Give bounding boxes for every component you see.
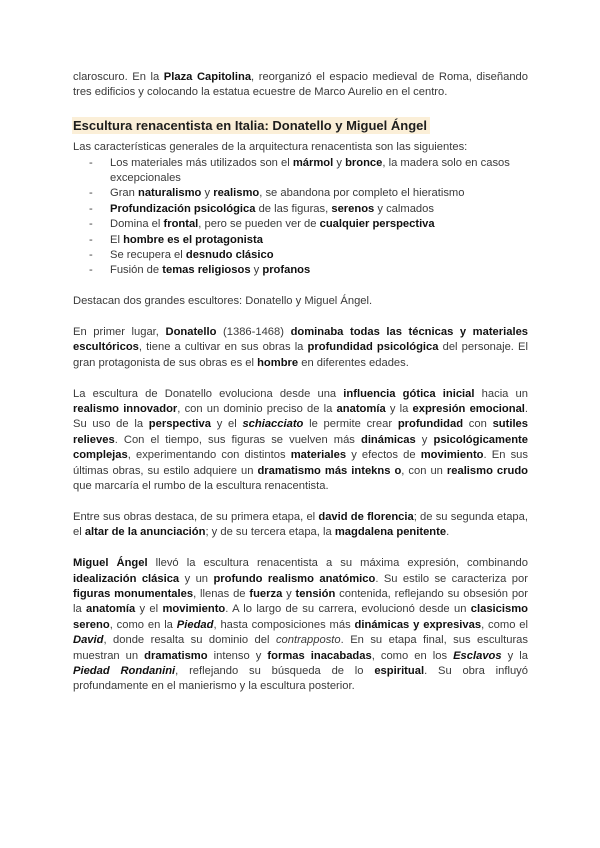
paragraph-sculptors: Destacan dos grandes escultores: Donatello y Miguel Ángel.: [73, 295, 373, 308]
list-item: - El hombre es el protagonista: [73, 233, 528, 248]
paragraph-miguel-angel: Miguel Ángel llevó la escultura renacentista a su máxima expresión, combinando idealización clásica y un profundo realismo anatómico. Su estilo se caracteriza por figuras monumentales, llenas de fuerza y tensión contenida, reflejando su obsesión por la anatomía y el movimiento. A lo largo de su carrera, evolucionó desde un clasicismo sereno, como en la Piedad, hasta composiciones más dinámicas y expresivas, como el David, donde resalta su dominio del contrapposto. En su etapa final, sus esculturas muestran un dramatismo intenso y formas inacabadas, como en los Esclavos y la Piedad Rondanini, reflejando su búsqueda de lo espiritual. Su obra influyó profundamente en el manierismo y la escultura posterior.: [73, 557, 528, 693]
paragraph-donatello-works: Entre sus obras destaca, de su primera etapa, el david de florencia; de su segunda etapa, el altar de la anunciación; y de su tercera etapa, la magdalena penitente.: [73, 510, 528, 539]
paragraph-donatello-intro: En primer lugar, Donatello (1386-1468) dominaba todas las técnicas y materiales escultóricos, tiene a cultivar en sus obras la profundidad psicológica del personaje. El gran protagonista de sus obras es el hombre en diferentes edades.: [73, 326, 529, 369]
list-item: - Profundización psicológica de las figuras, serenos y calmados: [73, 202, 528, 217]
list-item: - Fusión de temas religiosos y profanos: [73, 263, 528, 278]
list-intro: Las características generales de la arquitectura renacentista son las siguientes:: [73, 141, 468, 154]
intro-paragraph: claroscuro. En la Plaza Capitolina, reorganizó el espacio medieval de Roma, diseñando tres edificios y colocando la estatua ecuestre de Marco Aurelio en el centro.: [73, 71, 529, 99]
list-item: - Los materiales más utilizados son el mármol y bronce, la madera solo en casos excepcionales: [73, 156, 528, 187]
document-page: [73, 70, 528, 695]
list-item: - Gran naturalismo y realismo, se abandona por completo el hieratismo: [73, 186, 528, 201]
list-item: - Domina el frontal, pero se pueden ver de cualquier perspectiva: [73, 217, 528, 232]
paragraph-donatello-evolution: La escultura de Donatello evoluciona desde una influencia gótica inicial hacia un realismo innovador, con un dominio preciso de la anatomía y la expresión emocional. Su uso de la perspectiva y el schiacciato le permite crear profundidad con sutiles relieves. Con el tiempo, sus figuras se vuelven más dinámicas y psicológicamente complejas, experimentando con distintos materiales y efectos de movimiento. En sus últimas obras, su estilo adquiere un dramatismo más intekns o, con un realismo crudo que marcaría el rumbo de la escultura renacentista.: [73, 387, 529, 493]
list-item: - Se recupera el desnudo clásico: [73, 248, 528, 263]
characteristics-list: [73, 156, 528, 279]
section-heading: Escultura renacentista en Italia: Donatello y Miguel Ángel: [72, 117, 430, 134]
